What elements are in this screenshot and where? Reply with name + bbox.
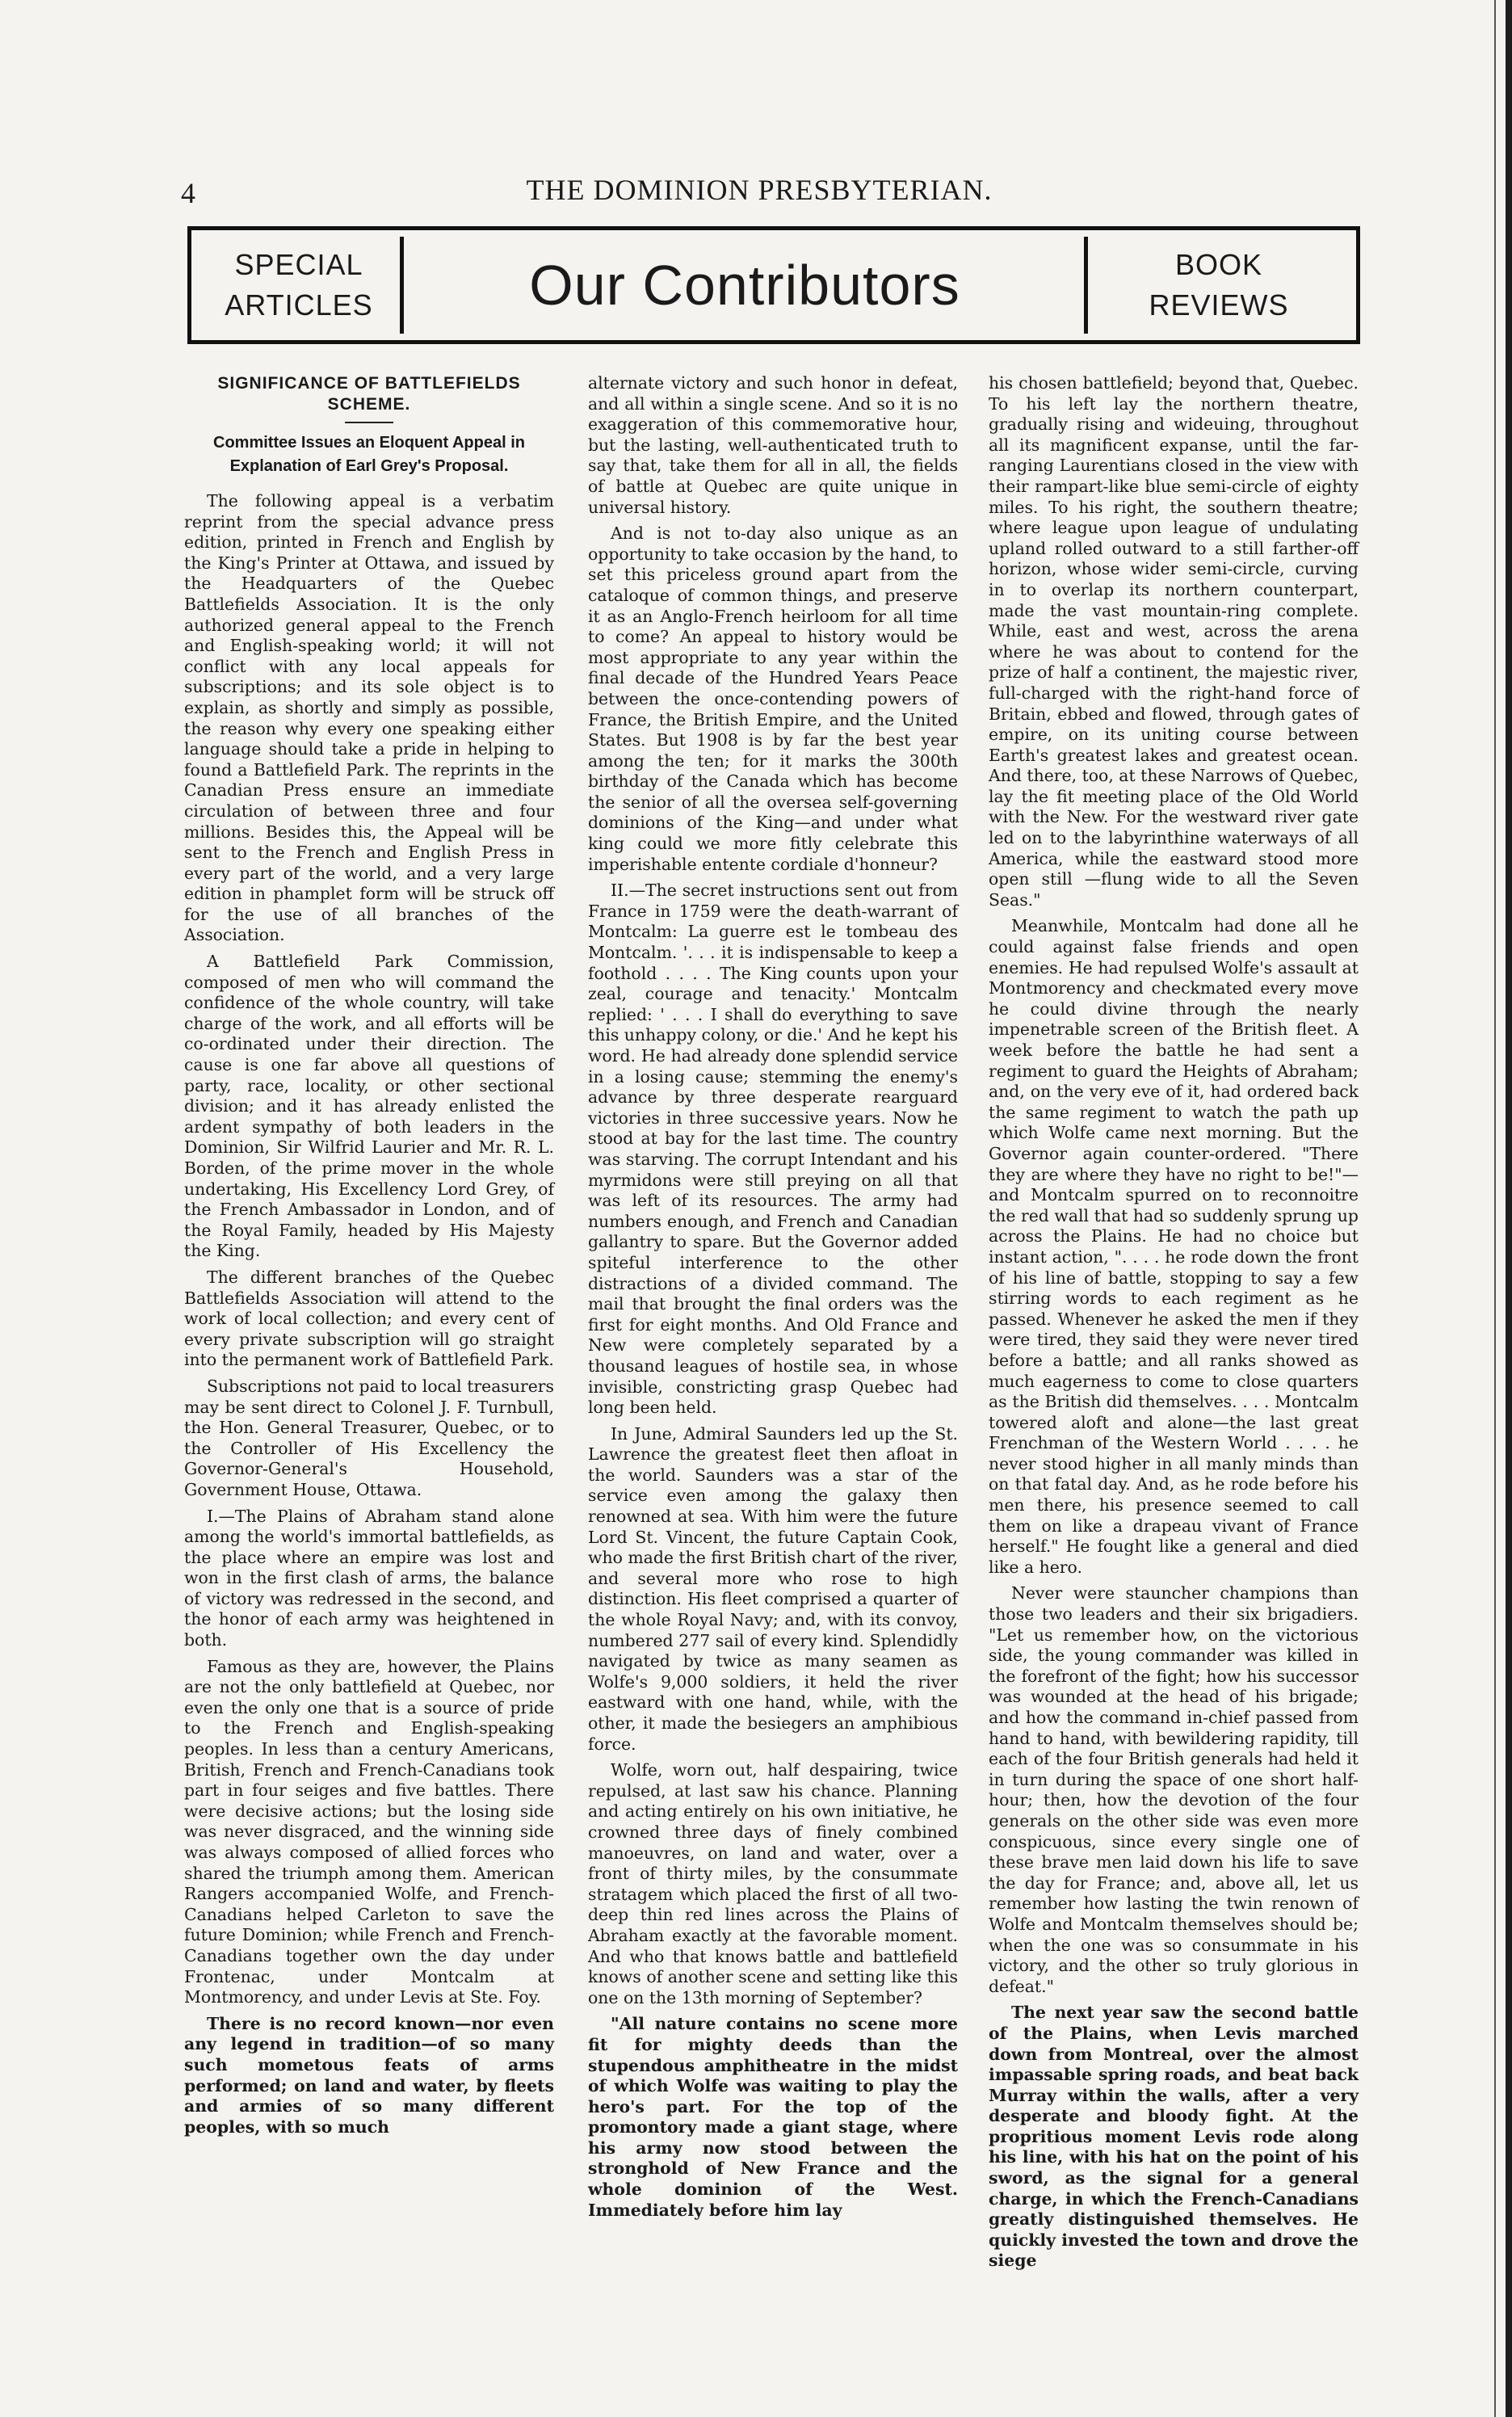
- paragraph: Famous as they are, however, the Plains are not the only battlefield at Quebec, nor even the only one that is a source of pride to the French and English-speaking peoples. In less than a century Americans, British, French and French-Canadians took part in four seiges and five battles. There were decisive actions; but the losing side was never disgraced, and the winning side was always composed of allied forces who shared the triumph among them. American Rangers accompanied Wolfe, and French-Canadians helped Carleton to save the future Dominion; while French and French-Canadians together own the day under Frontenac, under Montcalm at Montmorency, and under Levis at Ste. Foy.: [184, 1656, 554, 2007]
- book-reviews-box: [1084, 237, 1350, 334]
- paragraph: A Battlefield Park Commission, composed of men who will command the confidence of the whole country, will take charge of the work, and all efforts will be co-ordinated under their direction. The cause is one far above all questions of party, race, locality, or other sectional division; and it has already enlisted the ardent sympathy of both leaders in the Dominion, Sir Wilfrid Laurier and Mr. R. L. Borden, of the prime mover in the whole undertaking, His Excellency Lord Grey, of the French Ambassador in London, and of the Royal Family, headed by His Majesty the King.: [184, 952, 554, 1261]
- special-label: SPECIAL: [234, 248, 363, 281]
- title-rule: [345, 422, 393, 423]
- paragraph: I.—The Plains of Abraham stand alone among the world's immortal battlefields, as the place where an empire was lost and won in the first clash of arms, the balance of victory was redressed in the second, and the honor of each army was heightened in both.: [184, 1506, 554, 1650]
- book-label: BOOK: [1174, 248, 1263, 281]
- page-number: 4: [181, 177, 195, 209]
- article-column-1: [184, 373, 554, 2143]
- paragraph: The next year saw the second battle of the Plains, when Levis marched down from Montreal, over the almost impassable spring roads, and beat back Murray within the walls, after a very desperate and bloody fight. At the propritious moment Levis rode along his line, with his hat on the point of his sword, as the signal for a general charge, in which the French-Canadians greatly distinguished themselves. He quickly invested the town and drove the siege: [989, 2003, 1359, 2271]
- paragraph: alternate victory and such honor in defeat, and all within a single scene. And so it is no exaggeration of this commemorative hour, but the lasting, well-authenticated truth to say that, take them for all in all, the fields of battle at Quebec are quite unique in universal history.: [588, 373, 958, 517]
- paragraph: And is not to-day also unique as an opportunity to take occasion by the hand, to set this priceless ground apart from the cataloque of common things, and preserve it as an Anglo-French heirloom for all time to come? An appeal to history would be most appropriate to any year within the final decade of the Hundred Years Peace between the once-contending powers of France, the British Empire, and the United States. But 1908 is by far the best year among the ten; for it marks the 300th birthday of the Canada which has become the senior of all the oversea self-governing dominions of the King—and under what king could we more fitly celebrate this imperishable entente cordiale d'honneur?: [588, 523, 958, 874]
- scan-edge-border: [1506, 0, 1512, 2417]
- paragraph: II.—The secret instructions sent out from France in 1759 were the death-warrant of Montcalm: La guerre est le tombeau des Montcalm. '. . . it is indispensable to keep a foothold . . . . The King counts upon your zeal, courage and tenacity.' Montcalm replied: ' . . . I shall do everything to save this unhappy colony, or die.' And he kept his word. He had already done splendid service in a losing cause; stemming the enemy's advance by three desperate rearguard victories in three successive years. Now he stood at bay for the last time. The country was starving. The corrupt Intendant and his myrmidons were still preying on all that was left of its resources. The army had numbers enough, and French and Canadian gallantry to spare. But the Governor added spiteful interference to the other distractions of a divided command. The mail that brought the final orders was the first for eight months. And Old France and New were completely separated by a thousand leagues of hostile sea, in whose invisible, constricting grasp Quebec had long been held.: [588, 881, 958, 1418]
- article-subhead: Committee Issues an Eloquent Appeal in Explanation of Earl Grey's Proposal.: [213, 434, 525, 475]
- paragraph: The different branches of the Quebec Battlefields Association will attend to the work of local collection; and every cent of every private subscription will go straight into the permanent work of Battlefield Park.: [184, 1267, 554, 1370]
- articles-label: ARTICLES: [225, 288, 373, 322]
- paragraph: There is no record known—nor even any legend in tradition—of so many such mometous feats of arms performed; on land and water, by fleets and armies of so many different peoples, with so much: [184, 2013, 554, 2137]
- paragraph: In June, Admiral Saunders led up the St. Lawrence the greatest fleet then afloat in the world. Saunders was a star of the service even among the galaxy then renowned at sea. With him were the future Lord St. Vincent, the future Captain Cook, who made the first British chart of the river, and several more who rose to high distinction. His fleet comprised a quarter of the whole Royal Navy; and, with its convoy, numbered 277 sail of every kind. Splendidly navigated by twice as many seamen as Wolfe's 9,000 soldiers, it held the river eastward with one hand, while, with the other, it made the besiegers an amphibious force.: [588, 1423, 959, 1754]
- scan-edge-inner-border: [1494, 0, 1496, 2417]
- paragraph: Subscriptions not paid to local treasurers may be sent direct to Colonel J. F. Turnbull, the Hon. General Treasurer, Quebec, or to the Controller of His Excellency the Governor-General's Household, Government House, Ottawa.: [184, 1376, 554, 1499]
- paragraph: "All nature contains no scene more fit for mighty deeds than the stupendous amphitheatre in the midst of which Wolfe was waiting to play the hero's part. For the top of the promontory made a giant stage, where his army now stood between the stronghold of New France and the whole dominion of the West. Immediately before him lay: [588, 2014, 958, 2220]
- paragraph: Wolfe, worn out, half despairing, twice repulsed, at last saw his chance. Planning and acting entirely on his own initiative, he crowned three days of finely combined manoeuvres, on land and water, over a front of thirty miles, by the consummate stratagem which placed the first of all two-deep thin red lines across the Plains of Abraham exactly at the favorable moment. And who that knows battle and battlefield knows of another scene and setting like this one on the 13th morning of September?: [588, 1760, 958, 2007]
- article-column-2: [588, 373, 958, 2226]
- paragraph: Meanwhile, Montcalm had done all he could against false friends and open enemies. He had repulsed Wolfe's assault at Montmorency and checkmated every move he could divine through the nearly impenetrable screen of the British fleet. A week before the battle he had sent a regiment to guard the Heights of Abraham; and, on the very eve of it, had ordered back the same regiment to watch the path up which Wolfe came next morning. But the Governor again counter-ordered. "There they are where they have no right to be!"—and Montcalm spurred on to reconnoitre the red wall that had so suddenly sprung up across the Plains. He had no choice but instant action, ". . . . he rode down the front of his line of battle, stopping to say a few stirring words to each regiment as he passed. Whenever he asked the men if they were tired, they said they were never tired before a battle; and all ranks showed as much eagerness to come to close quarters as the British did themselves. . . . Montcalm towered aloft and alone—the last great Frenchman of the Western World . . . . he never stood higher in all manly minds than on that fatal day. And, as he rode before his men there, his presence seemed to call them on like a drapeau vivant of France herself." He fought like a general and died like a hero.: [989, 916, 1359, 1577]
- banner-title: Our Contributors: [529, 254, 960, 317]
- article-column-3: [989, 373, 1359, 2277]
- paragraph: The following appeal is a verbatim reprint from the special advance press edition, printed in French and English by the King's Printer at Ottawa, and issued by the Headquarters of the Quebec Battlefields Association. It is the only authorized general appeal to the French and English-speaking world; it will not conflict with any local appeals for subscriptions; and its sole object is to explain, as shortly and simply as possible, the reason why every one speaking either language should take a pride in helping to found a Battlefield Park. The reprints in the Canadian Press ensure an immediate circulation of between three and four millions. Besides this, the Appeal will be sent to the French and English Press in every part of the world, and a very large edition in phamplet form will be struck off for the use of all branches of the Association.: [184, 491, 554, 945]
- paragraph: Never were stauncher champions than those two leaders and their six brigadiers. "Let us remember how, on the victorious side, the young commander was killed in the forefront of the fight; how his successor was wounded at the head of his brigade; and how the command in-chief passed from hand to hand, with bewildering rapidity, till each of the four British generals had held it in turn during the space of one short half-hour; then, how the devotion of the four generals on the other side was even more conspicuous, since every single one of these brave men laid down his life to save the day for France; and, above all, let us remember how lasting the twin renown of Wolfe and Montcalm themselves should be; when the one was so consummate in his victory, and the other so truly glorious in defeat.": [989, 1583, 1359, 1996]
- paragraph: his chosen battlefield; beyond that, Quebec. To his left lay the northern theatre, gradually rising and wideuing, throughout all its magnificent expanse, until the far-ranging Laurentians closed in the view with their rampart-like blue semi-circle of eighty miles. To his right, the southern theatre; where league upon league of undulating upland rolled outward to a still farther-off horizon, whose wider semi-circle, curving in to overlap its northern counterpart, made the vast mountain-ring complete. While, east and west, across the arena where he was about to contend for the prize of half a continent, the majestic river, full-charged with the right-hand force of Britain, ebbed and flowed, through gates of empire, on its uniting course between Earth's greatest lakes and greatest ocean. And there, too, at these Narrows of Quebec, lay the fit meeting place of the Old World with the New. For the westward river gate led on to the labyrinthine waterways of all America, while the eastward stood more open still —flung wide to all the Seven Seas.": [989, 373, 1359, 910]
- running-title: THE DOMINION PRESBYTERIAN.: [526, 174, 993, 206]
- article-title: SIGNIFICANCE OF BATTLEFIELDS SCHEME.: [217, 374, 521, 414]
- reviews-label: REVIEWS: [1149, 288, 1289, 322]
- section-banner: [187, 226, 1360, 344]
- special-articles-box: [198, 237, 404, 334]
